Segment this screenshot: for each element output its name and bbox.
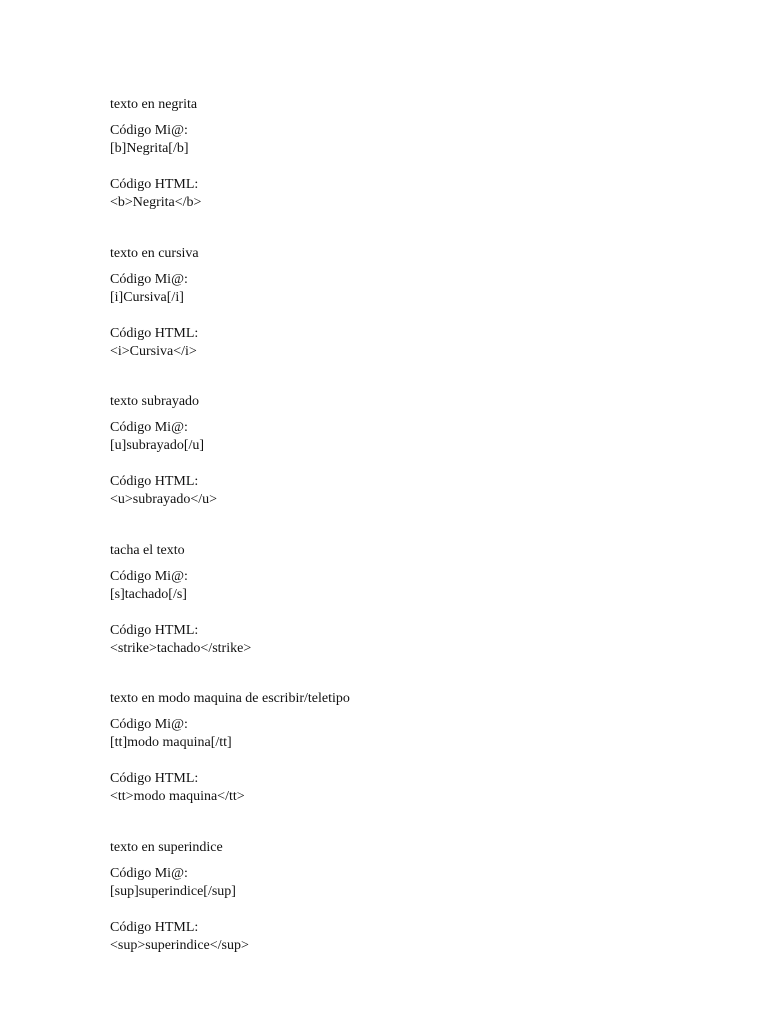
mia-code-label: Código Mi@: [110, 271, 188, 287]
mia-code-example: [b]Negrita[/b] [110, 141, 189, 156]
mia-code-label: Código Mi@: [110, 420, 188, 435]
html-code-label: Código HTML: [110, 771, 199, 786]
mia-code-label: Código Mi@: [110, 123, 188, 138]
section-title: texto en superindice [110, 839, 223, 855]
html-code-example: <strike>tachado</strike> [110, 640, 252, 656]
html-code-label: Código HTML: [110, 622, 199, 638]
html-code-example: <sup>superindice</sup> [110, 937, 249, 953]
section-title: texto en modo maquina de escribir/teletipo [110, 691, 350, 706]
section-italic [110, 245, 730, 394]
mia-code-label: Código Mi@: [110, 717, 188, 732]
html-code-example: <i>Cursiva</i> [110, 343, 197, 359]
mia-code-example: [sup]superindice[/sup] [110, 883, 236, 899]
section-typewriter [110, 690, 730, 839]
section-superscript [110, 839, 730, 988]
section-title: texto en cursiva [110, 245, 199, 261]
html-code-label: Código HTML: [110, 325, 199, 341]
section-strikethrough [110, 542, 730, 691]
html-code-example: <u>subrayado</u> [110, 492, 218, 507]
html-code-example: <b>Negrita</b> [110, 195, 202, 210]
html-code-example: <tt>modo maquina</tt> [110, 789, 245, 804]
mia-code-example: [s]tachado[/s] [110, 586, 187, 602]
mia-code-example: [u]subrayado[/u] [110, 438, 205, 453]
section-title: texto en negrita [110, 97, 198, 112]
section-title: tacha el texto [110, 542, 185, 558]
mia-code-label: Código Mi@: [110, 568, 188, 584]
html-code-label: Código HTML: [110, 177, 199, 192]
html-code-label: Código HTML: [110, 919, 199, 935]
section-underline [110, 393, 730, 542]
section-title: texto subrayado [110, 394, 200, 409]
document-body [110, 96, 730, 987]
mia-code-label: Código Mi@: [110, 865, 188, 881]
mia-code-example: [i]Cursiva[/i] [110, 289, 184, 305]
mia-code-example: [tt]modo maquina[/tt] [110, 735, 232, 750]
section-bold [110, 96, 730, 245]
html-code-label: Código HTML: [110, 474, 199, 489]
